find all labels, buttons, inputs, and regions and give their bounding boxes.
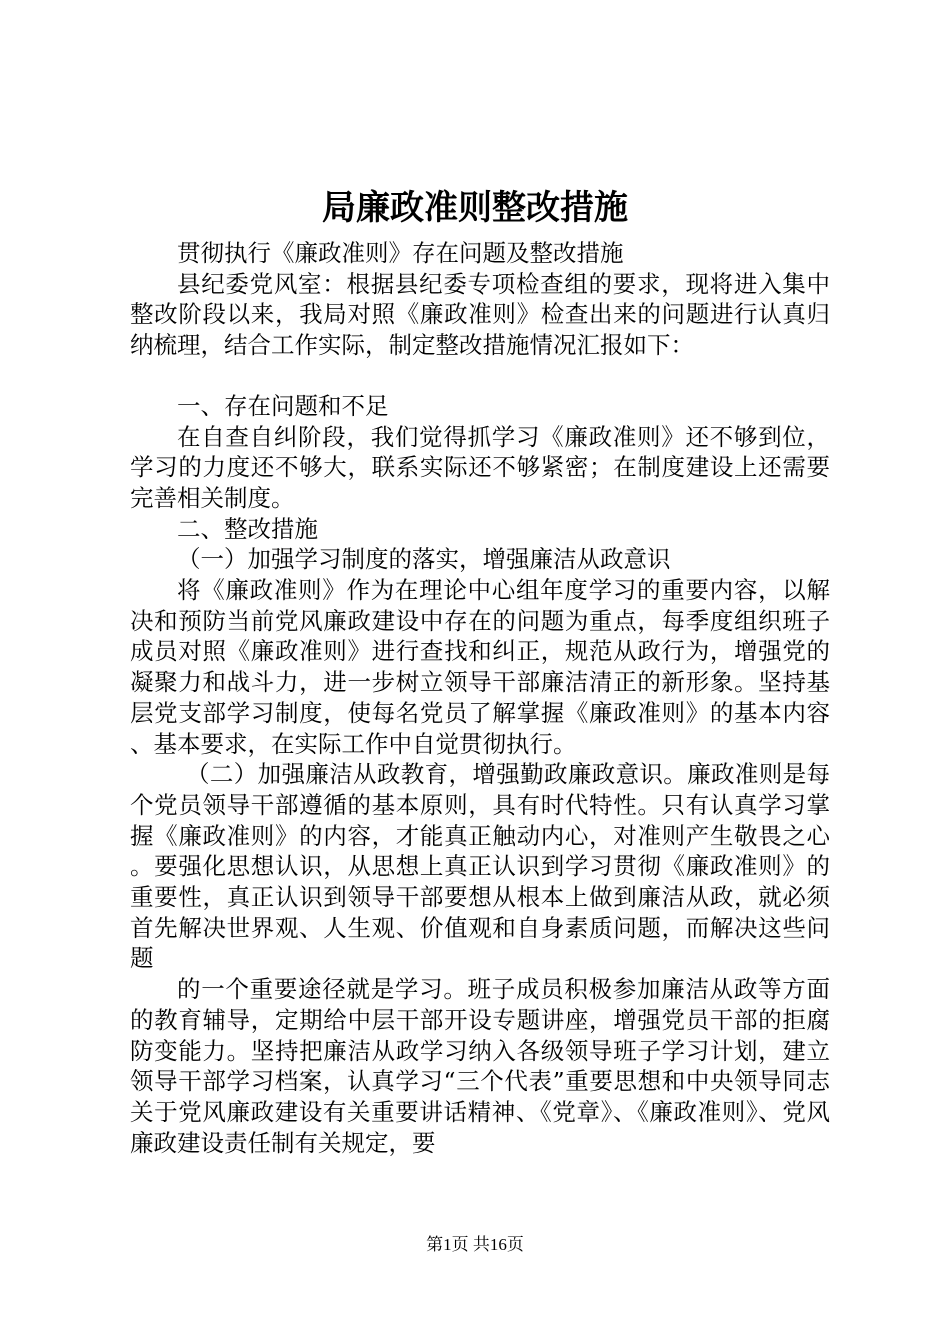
page-footer: 第1页 共16页 (426, 1235, 524, 1254)
section-heading-problems: 一、存在问题和不足 (177, 391, 389, 420)
document-body (130, 238, 830, 1158)
document-title: 局廉政准则整改措施 (322, 188, 628, 228)
section-heading-measures: 二、整改措施 (177, 514, 318, 543)
measure-1-paragraph: 将《廉政准则》作为在理论中心组年度学习的重要内容，以解决和预防当前党风廉政建设中存在的问题为重点，每季度组织班子成员对照《廉政准则》进行查找和纠正，规范从政行为，增强党的凝聚力和战斗力，进一步树立领导干部廉洁清正的新形象。坚持基层党支部学习制度，使每名党员了解掌握《廉政准则》的基本内容、基本要求，在实际工作中自觉贯彻执行。 (130, 576, 830, 758)
intro-paragraph: 县纪委党风室：根据县纪委专项检查组的要求，现将进入集中整改阶段以来，我局对照《廉政准则》检查出来的问题进行认真归纳梳理，结合工作实际，制定整改措施情况汇报如下： (130, 269, 830, 360)
measure-2-paragraph: （二）加强廉洁从政教育，增强勤政廉政意识。廉政准则是每个党员领导干部遵循的基本原则，具有时代特性。只有认真学习掌握《廉政准则》的内容，才能真正触动内心，对准则产生敬畏之心。要强化思想认识，从思想上真正认识到学习贯彻《廉政准则》的重要性，真正认识到领导干部要想从根本上做到廉洁从政，就必须首先解决世界观、人生观、价值观和自身素质问题，而解决这些问题 (130, 760, 830, 973)
continuation-paragraph: 的一个重要途径就是学习。班子成员积极参加廉洁从政等方面的教育辅导，定期给中层干部开设专题讲座，增强党员干部的拒腐防变能力。坚持把廉洁从政学习纳入各级领导班子学习计划，建立领导干部学习档案，认真学习“三个代表”重要思想和中央领导同志关于党风廉政建设有关重要讲话精神、《党章》、《廉政准则》、党风廉政建设责任制有关规定，要 (130, 975, 830, 1157)
subtitle-paragraph: 贯彻执行《廉政准则》存在问题及整改措施 (177, 239, 624, 267)
measure-1-heading: （一）加强学习制度的落实，增强廉洁从政意识 (177, 545, 671, 574)
problems-paragraph: 在自查自纠阶段，我们觉得抓学习《廉政准则》还不够到位，学习的力度还不够大，联系实际还不够紧密；在制度建设上还需要完善相关制度。 (130, 422, 830, 512)
